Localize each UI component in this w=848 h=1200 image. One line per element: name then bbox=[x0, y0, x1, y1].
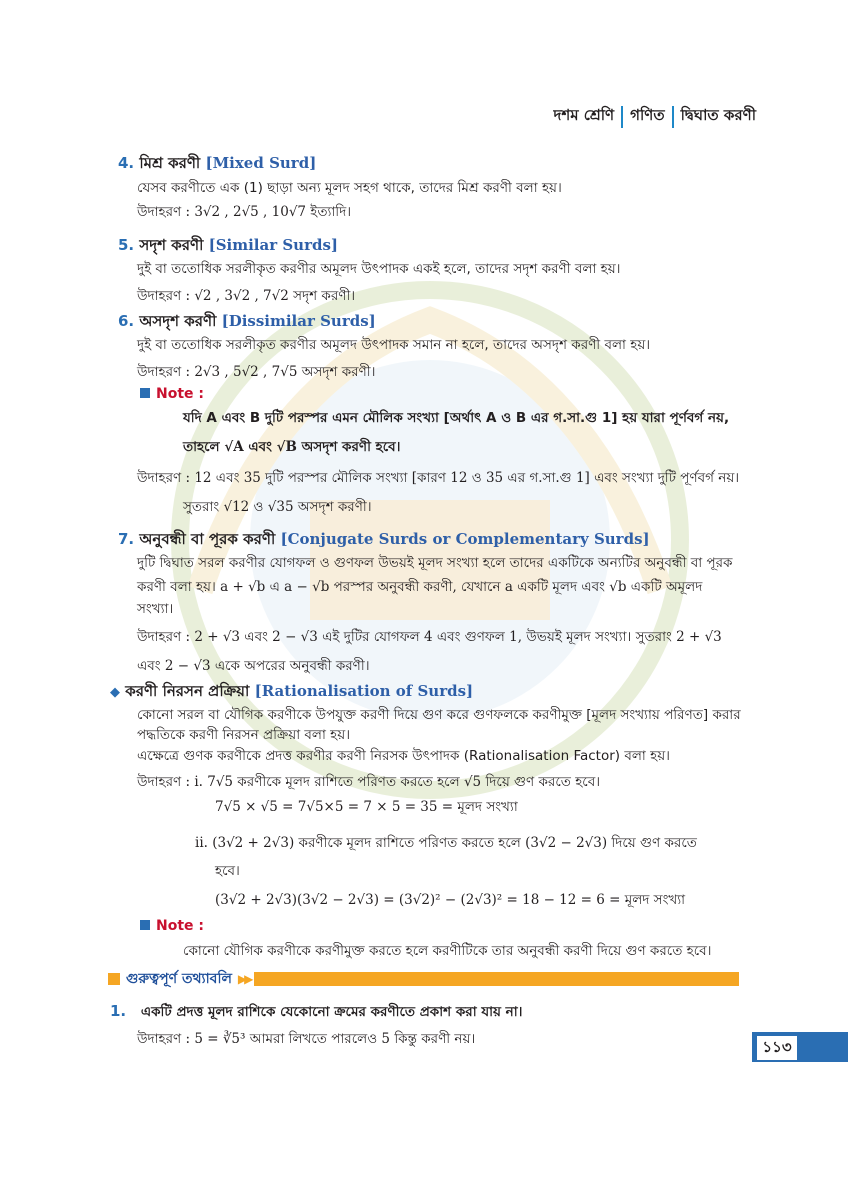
section-title-en: [Dissimilar Surds] bbox=[221, 312, 376, 330]
header-chapter: দ্বিঘাত করণী bbox=[680, 106, 756, 124]
section-5-example: উদাহরণ : √2 , 3√2 , 7√2 সদৃশ করণী। bbox=[137, 288, 356, 304]
section-title: করণী নিরসন প্রক্রিয়া bbox=[125, 682, 250, 700]
section-7-body: করণী বলা হয়। a + √b এ a − √b পরস্পর অনুবন্ধী করণী, যেখানে a একটি মূলদ এবং √b একটি অমূলদ bbox=[137, 579, 703, 595]
section-4-body: যেসব করণীতে এক (1) ছাড়া অন্য মূলদ সহগ থাকে, তাদের মিশ্র করণী বলা হয়। bbox=[137, 180, 562, 196]
section-title: অনুবন্ধী বা পূরক করণী bbox=[139, 530, 276, 548]
square-bullet-icon bbox=[108, 973, 120, 985]
rationalisation-example-ii-calc: (3√2 + 2√3)(3√2 − 2√3) = (3√2)² − (2√3)² = 18 − 12 = 6 = মূলদ সংখ্যা bbox=[215, 892, 686, 908]
rationalisation-heading bbox=[110, 680, 473, 705]
section-5-body: দুই বা ততোধিক সরলীকৃত করণীর অমূলদ উৎপাদক একই হলে, তাদের সদৃশ করণী বলা হয়। bbox=[137, 261, 621, 277]
double-arrow-icon: ▶▶ bbox=[237, 972, 251, 986]
section-7-example: উদাহরণ : 2 + √3 এবং 2 − √3 এই দুটির যোগফল 4 এবং গুণফল 1, উভয়ই মূলদ সংখ্যা। সুতরাং 2 + √3 bbox=[137, 629, 722, 645]
section-6-body: দুই বা ততোধিক সরলীকৃত করণীর অমূলদ উৎপাদক সমান না হলে, তাদের অসদৃশ করণী বলা হয়। bbox=[137, 337, 651, 353]
header-subject: গণিত bbox=[630, 106, 665, 124]
section-7-example: এবং 2 − √3 একে অপরের অনুবন্ধী করণী। bbox=[137, 658, 370, 674]
section-6-example-2b: সুতরাং √12 ও √35 অসদৃশ করণী। bbox=[183, 499, 372, 515]
page-number-tab bbox=[752, 1032, 848, 1062]
note-text: তাহলে √A এবং √B অসদৃশ করণী হবে। bbox=[183, 439, 401, 455]
section-number: 7. bbox=[118, 530, 135, 548]
info-item-1 bbox=[110, 1001, 522, 1024]
rationalisation-example-i-calc: 7√5 × √5 = 7√5×5 = 7 × 5 = 35 = মূলদ সংখ্যা bbox=[215, 799, 518, 815]
section-6-example: উদাহরণ : 2√3 , 5√2 , 7√5 অসদৃশ করণী। bbox=[137, 364, 376, 380]
important-info-bar bbox=[108, 970, 739, 988]
section-title: অসদৃশ করণী bbox=[139, 312, 217, 330]
section-number: 4. bbox=[118, 154, 135, 172]
section-7-body: দুটি দ্বিঘাত সরল করণীর যোগফল ও গুণফল উভয়ই মূলদ সংখ্যা হলে তাদের একটিকে অন্যটির অনুবন্ধী বা পূরক bbox=[137, 555, 733, 571]
info-item-text: একটি প্রদত্ত মূলদ রাশিকে যেকোনো ক্রমের করণীতে প্রকাশ করা যায় না। bbox=[140, 1004, 523, 1020]
note-square-icon bbox=[140, 920, 150, 930]
note-text: যদি A এবং B দুটি পরস্পর এমন মৌলিক সংখ্যা [অর্থাৎ A ও B এর গ.সা.গু 1] হয় যারা পূর্ণবর্গ নয়, bbox=[183, 410, 730, 426]
section-4-example: উদাহরণ : 3√2 , 2√5 , 10√7 ইত্যাদি। bbox=[137, 204, 352, 220]
note-label bbox=[140, 918, 204, 934]
rationalisation-example-ii: ii. (3√2 + 2√3) করণীকে মূলদ রাশিতে পরিণত করতে হলে (3√2 − 2√3) দিয়ে গুণ করতে bbox=[195, 835, 697, 851]
note-square-icon bbox=[140, 388, 150, 398]
note-label-text: Note : bbox=[156, 386, 204, 402]
info-item-1-example: উদাহরণ : 5 = ∛5³ আমরা লিখতে পারলেও 5 কিন্তু করণী নয়। bbox=[137, 1031, 476, 1047]
info-bar-fill bbox=[254, 972, 739, 986]
section-6-heading bbox=[118, 310, 376, 335]
section-title: সদৃশ করণী bbox=[139, 236, 204, 254]
page-number: ১১৩ bbox=[756, 1035, 798, 1061]
section-7-heading bbox=[118, 528, 650, 553]
section-title-en: [Rationalisation of Surds] bbox=[254, 682, 474, 700]
info-item-number: 1. bbox=[110, 1002, 127, 1020]
rationalisation-example-ii-cont: হবে। bbox=[215, 863, 240, 879]
rationalisation-example-i: উদাহরণ : i. 7√5 করণীকে মূলদ রাশিতে পরিণত করতে হলে √5 দিয়ে গুণ করতে হবে। bbox=[137, 774, 601, 790]
section-title-en: [Conjugate Surds or Complementary Surds] bbox=[280, 530, 650, 548]
section-number: 5. bbox=[118, 236, 135, 254]
section-title: মিশ্র করণী bbox=[139, 154, 201, 172]
note-text: কোনো যৌগিক করণীকে করণীমুক্ত করতে হলে করণীটিকে তার অনুবন্ধী করণী দিয়ে গুণ করতে হবে। bbox=[183, 943, 712, 959]
rationalisation-body: কোনো সরল বা যৌগিক করণীকে উপযুক্ত করণী দিয়ে গুণ করে গুণফলকে করণীমুক্ত [মূলদ সংখ্যায় পরিণত] করার bbox=[137, 707, 741, 723]
info-label: গুরুত্বপূর্ণ তথ্যাবলি bbox=[126, 971, 232, 987]
section-5-heading bbox=[118, 234, 338, 259]
section-6-example-2: উদাহরণ : 12 এবং 35 দুটি পরস্পর মৌলিক সংখ্যা [কারণ 12 ও 35 এর গ.সা.গু 1] এবং সংখ্যা দুটি পূর্ণবর্গ নয়। bbox=[137, 470, 740, 486]
note-label bbox=[140, 386, 204, 402]
header-class: দশম শ্রেণি bbox=[553, 106, 615, 124]
section-title-en: [Mixed Surd] bbox=[205, 154, 317, 172]
section-4-heading bbox=[118, 152, 316, 177]
section-7-body: সংখ্যা। bbox=[137, 601, 174, 617]
rationalisation-body: এক্ষেত্রে গুণক করণীকে প্রদত্ত করণীর করণী নিরসক উৎপাদক (Rationalisation Factor) বলা হয়। bbox=[137, 748, 670, 764]
section-number: 6. bbox=[118, 312, 135, 330]
note-label-text: Note : bbox=[156, 918, 204, 934]
section-title-en: [Similar Surds] bbox=[208, 236, 339, 254]
diamond-bullet-icon: ◆ bbox=[110, 685, 120, 700]
rationalisation-body: পদ্ধতিকে করণী নিরসন প্রক্রিয়া বলা হয়। bbox=[137, 727, 351, 743]
